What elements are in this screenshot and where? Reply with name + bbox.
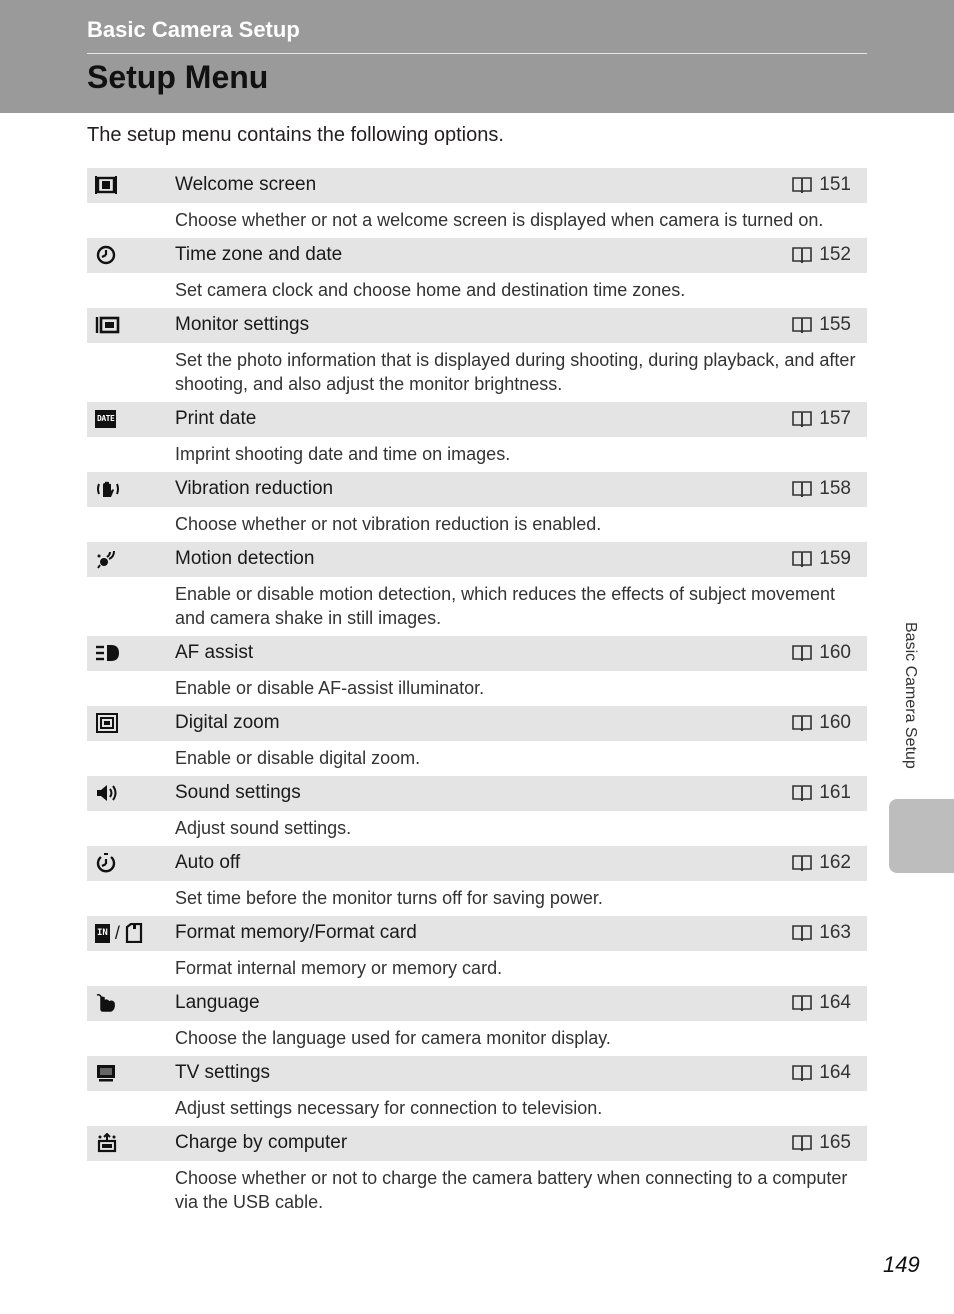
option-description: Set camera clock and choose home and destination time zones.	[175, 280, 686, 300]
print-date-icon	[95, 407, 155, 431]
option-charge-by-computer	[87, 1126, 867, 1220]
page-reference-number: 158	[819, 478, 851, 499]
digital-zoom-icon	[95, 711, 155, 735]
option-digital-zoom	[87, 706, 867, 776]
options-table	[87, 168, 867, 1220]
page-reference-number: 160	[819, 712, 851, 733]
book-icon	[791, 316, 813, 334]
option-label: Language	[175, 992, 260, 1013]
option-description: Choose whether or not a welcome screen is displayed when camera is turned on.	[175, 210, 824, 230]
page-title: Setup Menu	[87, 59, 269, 95]
option-header[interactable]	[87, 846, 867, 881]
page-reference[interactable]	[791, 314, 851, 336]
option-description: Imprint shooting date and time on images.	[175, 444, 511, 464]
book-icon	[791, 924, 813, 942]
option-header[interactable]	[87, 308, 867, 343]
option-monitor-settings	[87, 308, 867, 402]
format-memory-icon	[95, 921, 155, 945]
page-reference[interactable]	[791, 1062, 851, 1084]
option-description: Set time before the monitor turns off for saving power.	[175, 888, 603, 908]
auto-off-icon	[95, 851, 155, 875]
welcome-screen-icon	[95, 173, 155, 197]
intro-text: The setup menu contains the following options.	[87, 124, 504, 146]
option-header[interactable]	[87, 706, 867, 741]
option-header[interactable]	[87, 1126, 867, 1161]
option-auto-off	[87, 846, 867, 916]
page-number: 149	[883, 1252, 920, 1277]
page-reference-number: 159	[819, 548, 851, 569]
option-sound-settings	[87, 776, 867, 846]
date-badge-text: DATE	[95, 410, 116, 428]
page-reference[interactable]	[791, 1132, 851, 1154]
page-reference-number: 164	[819, 1062, 851, 1083]
option-header[interactable]	[87, 542, 867, 577]
vibration-reduction-icon	[95, 477, 155, 501]
charge-by-computer-icon	[95, 1131, 155, 1155]
page-reference-number: 163	[819, 922, 851, 943]
book-icon	[791, 176, 813, 194]
book-icon	[791, 994, 813, 1012]
page-reference[interactable]	[791, 642, 851, 664]
option-label: Welcome screen	[175, 174, 317, 195]
option-welcome-screen	[87, 168, 867, 238]
option-header[interactable]	[87, 472, 867, 507]
option-description: Enable or disable digital zoom.	[175, 748, 421, 768]
option-print-date	[87, 402, 867, 472]
book-icon	[791, 1134, 813, 1152]
page-reference-number: 155	[819, 314, 851, 335]
option-header[interactable]	[87, 238, 867, 273]
page-reference-number: 165	[819, 1132, 851, 1153]
format-separator: /	[114, 922, 120, 943]
option-label: Print date	[175, 408, 257, 429]
page-reference[interactable]	[791, 548, 851, 570]
option-header[interactable]	[87, 636, 867, 671]
option-label: Digital zoom	[175, 712, 280, 733]
motion-detection-icon	[95, 547, 155, 571]
section-title: Basic Camera Setup	[87, 17, 300, 42]
af-assist-icon	[95, 641, 155, 665]
book-icon	[791, 854, 813, 872]
book-icon	[791, 410, 813, 428]
monitor-settings-icon	[95, 313, 155, 337]
page-reference-number: 151	[819, 174, 851, 195]
header-divider	[87, 53, 867, 54]
option-description: Format internal memory or memory card.	[175, 958, 503, 978]
page-reference[interactable]	[791, 244, 851, 266]
time-zone-icon	[95, 243, 155, 267]
page-reference[interactable]	[791, 922, 851, 944]
option-label: TV settings	[175, 1062, 271, 1083]
option-language	[87, 986, 867, 1056]
option-description: Adjust sound settings.	[175, 818, 352, 838]
book-icon	[791, 480, 813, 498]
option-header[interactable]	[87, 1056, 867, 1091]
book-icon	[791, 246, 813, 264]
option-label: Auto off	[175, 852, 241, 873]
option-description: Enable or disable AF-assist illuminator.	[175, 678, 485, 698]
option-label: Time zone and date	[175, 244, 343, 265]
option-header[interactable]	[87, 402, 867, 437]
option-label: AF assist	[175, 642, 254, 663]
option-label: Vibration reduction	[175, 478, 334, 499]
option-description: Enable or disable motion detection, which reduces the effects of subject movement and camera shake in still images.	[175, 584, 836, 628]
book-icon	[791, 644, 813, 662]
book-icon	[791, 1064, 813, 1082]
page-reference-number: 157	[819, 408, 851, 429]
option-label: Monitor settings	[175, 314, 310, 335]
option-description: Choose whether or not vibration reduction is enabled.	[175, 514, 602, 534]
option-header[interactable]	[87, 986, 867, 1021]
option-label: Format memory/Format card	[175, 922, 417, 943]
option-label: Charge by computer	[175, 1132, 348, 1153]
option-header[interactable]	[87, 776, 867, 811]
page-reference[interactable]	[791, 852, 851, 874]
page-reference[interactable]	[791, 408, 851, 430]
memory-card-icon	[125, 923, 143, 943]
page-reference-number: 161	[819, 782, 851, 803]
language-icon	[95, 991, 155, 1015]
page-header	[0, 0, 954, 113]
option-vibration-reduction	[87, 472, 867, 542]
page-reference-number: 164	[819, 992, 851, 1013]
option-header[interactable]	[87, 916, 867, 951]
option-description: Choose whether or not to charge the camera battery when connecting to a computer via the USB cable.	[175, 1168, 848, 1212]
side-tab[interactable]	[889, 799, 954, 873]
page-reference-number: 152	[819, 244, 851, 265]
page-reference-number: 162	[819, 852, 851, 873]
option-description: Choose the language used for camera monitor display.	[175, 1028, 611, 1048]
page-reference[interactable]	[791, 782, 851, 804]
book-icon	[791, 550, 813, 568]
option-description: Set the photo information that is displayed during shooting, during playback, and after shooting, and also adjust the monitor brightness.	[175, 350, 856, 394]
tv-settings-icon	[95, 1061, 155, 1085]
option-format-memory	[87, 916, 867, 986]
option-tv-settings	[87, 1056, 867, 1126]
page-reference[interactable]	[791, 174, 851, 196]
page-reference[interactable]	[791, 478, 851, 500]
book-icon	[791, 714, 813, 732]
option-header[interactable]	[87, 168, 867, 203]
option-time-zone-and-date	[87, 238, 867, 308]
sound-settings-icon	[95, 781, 155, 805]
internal-memory-badge: IN	[95, 924, 110, 943]
option-description: Adjust settings necessary for connection to television.	[175, 1098, 603, 1118]
option-label: Motion detection	[175, 548, 315, 569]
option-af-assist	[87, 636, 867, 706]
page-reference-number: 160	[819, 642, 851, 663]
side-tab-label: Basic Camera Setup	[902, 622, 919, 769]
option-label: Sound settings	[175, 782, 301, 803]
page-reference[interactable]	[791, 992, 851, 1014]
option-motion-detection	[87, 542, 867, 636]
page-reference[interactable]	[791, 712, 851, 734]
book-icon	[791, 784, 813, 802]
